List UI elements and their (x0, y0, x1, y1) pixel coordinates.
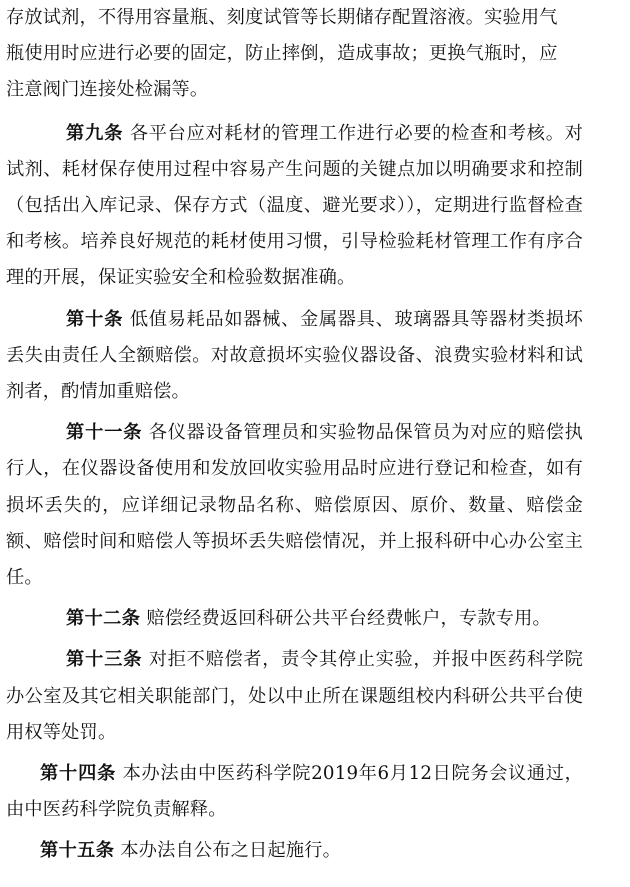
article-text: 本办法自公布之日起施行。 (120, 840, 341, 862)
article-number: 第十条 (66, 308, 124, 330)
article-paragraph-11 (6, 415, 583, 596)
article-paragraph-14 (6, 756, 583, 828)
article-number: 第十三条 (66, 649, 143, 671)
paragraph-line: 注意阀门连接处检漏等。 (6, 79, 209, 101)
article-text: 各平台应对耗材的管理工作进行必要的检查和考核。对试剂、耗材保存使用过程中容易产生问题的关键点加以明确要求和控制（包括出入库记录、保存方式（温度、避光要求）），定期进行监督检查和考核。培养良好规范的耗材使用习惯，引导检验耗材管理工作有序合理的开展，保证实验安全和检验数据准确。 (6, 122, 583, 289)
article-number: 第九条 (66, 122, 124, 144)
article-text: 各仪器设备管理员和实验物品保管员为对应的赔偿执行人，在仪器设备使用和发放回收实验用品时应进行登记和检查，如有损坏丢失的，应详细记录物品名称、赔偿原因、原价、数量、赔偿金额、赔偿时间和赔偿人等损坏丢失赔偿情况，并上报科研中心办公室主任。 (6, 422, 583, 589)
paragraph-line: 瓶使用时应进行必要的固定，防止摔倒，造成事故；更换气瓶时，应 (6, 43, 558, 65)
article-paragraph-9 (6, 116, 583, 297)
article-number: 第十一条 (66, 422, 143, 444)
article-text: 赔偿经费返回科研公共平台经费帐户，专款专用。 (146, 608, 551, 630)
article-paragraph-10 (6, 302, 583, 411)
document-text-block (6, 0, 583, 870)
article-paragraph-13 (6, 642, 583, 751)
article-text: 对拒不赔偿者，责令其停止实验，并报中医药科学院办公室及其它相关职能部门，处以中止所在课题组校内科研公共平台使用权等处罚。 (6, 649, 583, 743)
article-text: 低值易耗品如器械、金属器具、玻璃器具等器材类损坏丢失由责任人全额赔偿。对故意损坏实验仪器设备、浪费实验材料和试剂者，酌情加重赔偿。 (6, 308, 583, 403)
article-number: 第十二条 (66, 608, 141, 630)
article-number: 第十四条 (40, 763, 117, 785)
article-paragraph-15 (6, 833, 583, 869)
article-text: 本办法由中医药科学院2019年6月12日院务会议通过，由中医药科学院负责解释。 (6, 763, 583, 821)
paragraph-line: 存放试剂，不得用容量瓶、刻度试管等长期储存配置溶液。实验用气 (6, 7, 558, 28)
article-number: 第十五条 (40, 840, 115, 862)
article-paragraph-12 (6, 601, 583, 637)
opening-continuation-paragraph (6, 0, 583, 109)
